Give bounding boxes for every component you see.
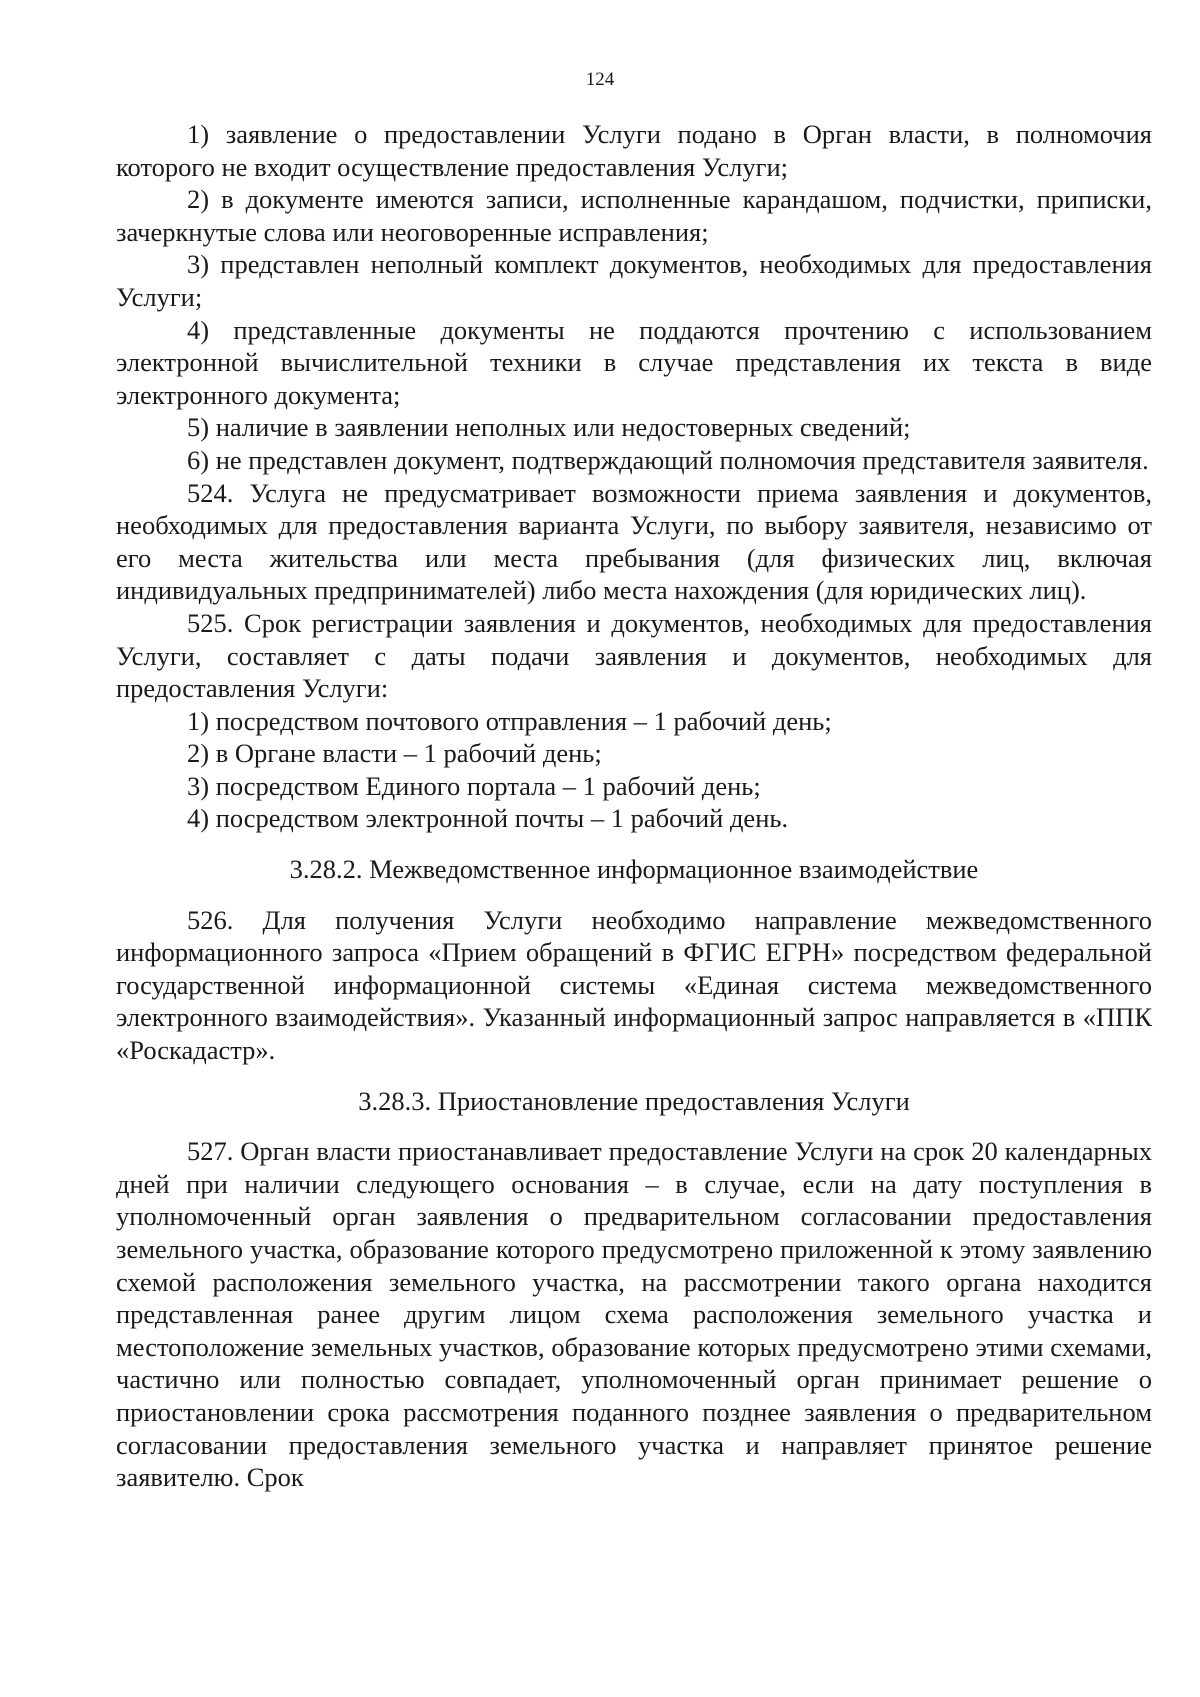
list-item: 4) представленные документы не поддаются прочтению с использованием электронной вычислительной техники в случае представления их текста в виде электронного документа;: [116, 314, 1152, 410]
page-number: 124: [585, 69, 615, 90]
list-item: 1) посредством почтового отправления – 1 рабочий день;: [187, 705, 832, 736]
list-item: 3) представлен неполный комплект документов, необходимых для предоставления Услуги;: [116, 249, 1152, 312]
list-item: 2) в документе имеются записи, исполненные карандашом, подчистки, приписки, зачеркнутые слова или неоговоренные исправления;: [116, 184, 1152, 247]
paragraph-524: 524. Услуга не предусматривает возможности приема заявления и документов, необходимых для предоставления варианта Услуги, по выбору заявителя, независимо от его места жительства или места пребывания (для физических лиц, включая индивидуальных предпринимателей) либо места нахождения (для юридических лиц).: [116, 477, 1152, 606]
section-heading-3-28-3: 3.28.3. Приостановление предоставления Услуги: [358, 1085, 910, 1116]
list-item: 4) посредством электронной почты – 1 рабочий день.: [187, 803, 789, 834]
paragraph-525: 525. Срок регистрации заявления и документов, необходимых для предоставления Услуги, составляет с даты подачи заявления и документов, необходимых для предоставления Услуги:: [116, 607, 1152, 704]
paragraph-526: 526. Для получения Услуги необходимо направление межведомственного информационного запроса «Прием обращений в ФГИС ЕГРН» посредством федеральной государственной информационной системы «Единая система межведомственного электронного взаимодействия». Указанный информационный запрос направляется в «ППК «Роскадастр».: [116, 904, 1152, 1066]
list-item: 1) заявление о предоставлении Услуги подано в Орган власти, в полномочия которого не входит осуществление предоставления Услуги;: [116, 119, 1152, 182]
paragraph-527: 527. Орган власти приостанавливает предоставление Услуги на срок 20 календарных дней при наличии следующего основания – в случае, если на дату поступления в уполномоченный орган заявления о предварительном согласовании предоставления земельного участка, образование которого предусмотрено приложенной к этому заявлению схемой расположения земельного участка, на рассмотрении такого органа находится представленная ранее другим лицом схема расположения земельного участка и местоположение земельных участков, образование которых предусмотрено этими схемами, частично или полностью совпадает, уполномоченный орган принимает решение о приостановлении срока рассмотрения поданного позднее заявления о предварительном согласовании предоставления земельного участка и направляет принятое решение заявителю. Срок: [116, 1136, 1152, 1493]
list-item: 3) посредством Единого портала – 1 рабочий день;: [187, 770, 761, 801]
list-item: 5) наличие в заявлении неполных или недостоверных сведений;: [187, 412, 911, 443]
list-item: 6) не представлен документ, подтверждающий полномочия представителя заявителя.: [187, 444, 1149, 475]
document-body: [116, 118, 1152, 1494]
list-item: 2) в Органе власти – 1 рабочий день;: [187, 738, 602, 769]
section-heading-3-28-2: 3.28.2. Межведомственное информационное взаимодействие: [289, 854, 979, 885]
